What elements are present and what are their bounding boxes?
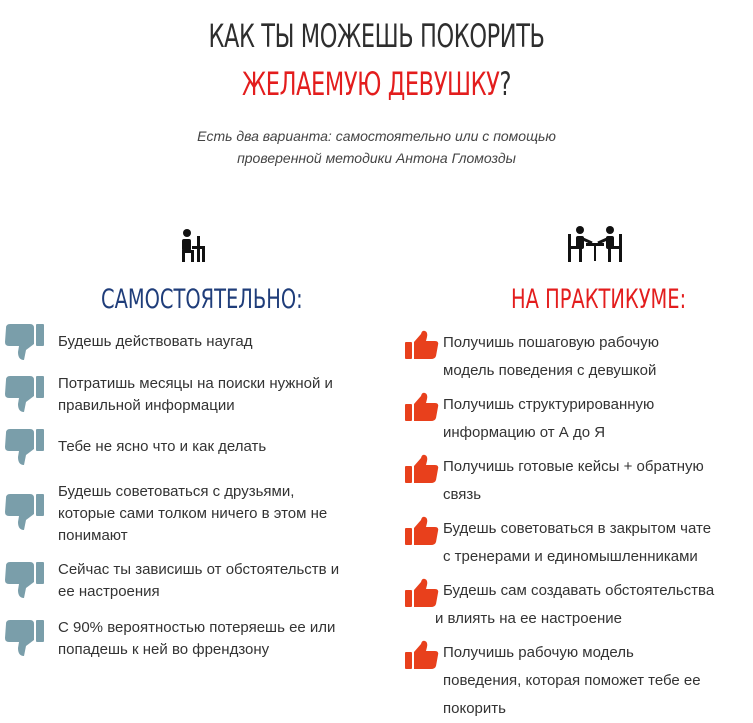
page-title-line1: КАК ТЫ МОЖЕШЬ ПОКОРИТЬ	[208, 17, 545, 55]
right-column-title: НА ПРАКТИКУМЕ:	[511, 284, 687, 315]
subtitle-line1: Есть два варианта: самостоятельно или с помощью	[197, 128, 556, 144]
thumbs-up-icon	[405, 640, 439, 670]
subtitle-line2: проверенной методики Антона Гломозды	[237, 150, 516, 166]
thumbs-down-icon	[4, 427, 46, 467]
subtitle	[0, 125, 753, 169]
thumbs-down-icon	[4, 618, 46, 658]
two-people-at-table-icon	[566, 224, 624, 264]
thumbs-down-icon	[4, 374, 46, 414]
thumbs-down-icon	[4, 560, 46, 600]
thumbs-down-icon	[4, 322, 46, 362]
page-title-question-mark: ?	[499, 65, 512, 103]
page-title-line2	[83, 66, 670, 102]
thumbs-up-icon	[405, 454, 439, 484]
thumbs-up-icon	[405, 516, 439, 546]
page-title-accent: ЖЕЛАЕМУЮ ДЕВУШКУ	[241, 65, 500, 103]
thumbs-up-icon	[405, 330, 439, 360]
thumbs-up-icon	[405, 578, 439, 608]
thumbs-up-icon	[405, 392, 439, 422]
left-column-title: САМОСТОЯТЕЛЬНО:	[101, 284, 303, 315]
person-sitting-alone-icon	[178, 228, 208, 264]
thumbs-down-icon	[4, 492, 46, 532]
